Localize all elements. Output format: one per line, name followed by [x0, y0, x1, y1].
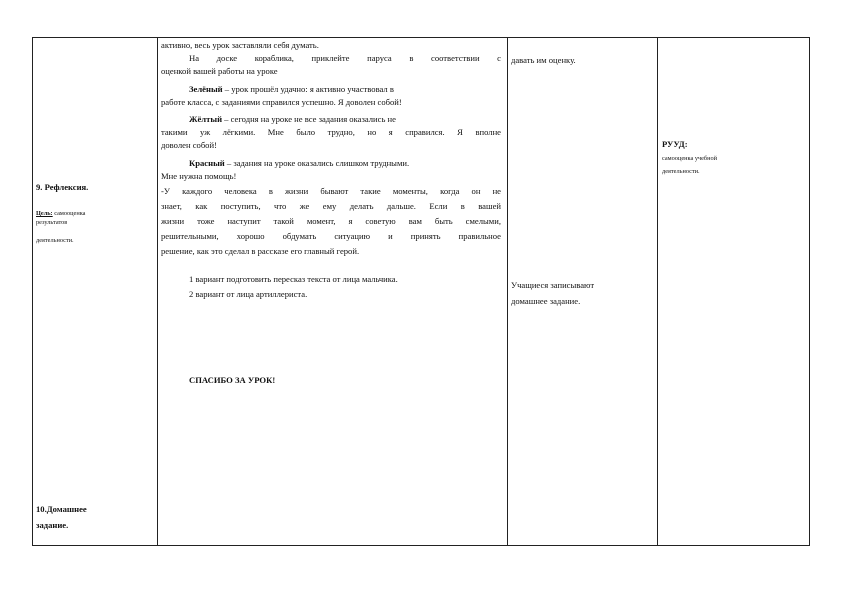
text-line: домашнее задание.	[511, 296, 581, 306]
homework-variant-2: 2 вариант от лица артиллериста.	[189, 289, 308, 299]
teacher-activity-column	[158, 38, 507, 545]
goal-label: Цель:	[36, 210, 53, 217]
ruud-text: самооценка учебной	[662, 155, 718, 162]
text-line: доволен собой!	[161, 140, 217, 150]
yellow-criterion: Жёлтый – сегодня на уроке не все задания оказались не	[189, 114, 396, 124]
text-line: решительными, хорошо обдумать ситуацию и принять правильное	[161, 231, 501, 241]
green-label: Зелёный	[189, 84, 223, 94]
stage-9-goal	[36, 209, 85, 218]
green-criterion: Зелёный – урок прошёл удачно: я активно участвовал в	[189, 84, 394, 94]
text-line: -У каждого человека в жизни бывают такие моменты, когда он не	[161, 186, 501, 196]
text-line: жизни тоже наступит такой момент, я советую вам быть смелыми,	[161, 216, 501, 226]
goal-text: результатов	[36, 219, 68, 226]
thanks-text: СПАСИБО ЗА УРОК!	[189, 375, 276, 385]
student-activity-column	[508, 38, 657, 545]
text-line: решение, как это сделал в рассказе его главный герой.	[161, 246, 360, 256]
stage-10-title: 10.Домашнее	[36, 504, 87, 514]
lesson-plan-table	[32, 37, 810, 546]
ruud-label: РУУД:	[662, 139, 688, 149]
text-line: Учащиеся записывают	[511, 280, 595, 290]
text-line: работе класса, с заданиями справился успешно. Я доволен собой!	[161, 97, 402, 107]
text-line: давать им оценку.	[511, 55, 576, 65]
yellow-label: Жёлтый	[189, 114, 223, 124]
stage-column	[33, 38, 157, 545]
red-label: Красный	[189, 158, 225, 168]
text-line: Мне нужна помощь!	[161, 171, 237, 181]
stage-10-title: задание.	[36, 520, 69, 530]
text-line: На доске кораблика, приклейте паруса в соответствии с	[189, 53, 501, 63]
goal-text: деятельности.	[36, 237, 74, 244]
goal-text: самооценка	[54, 210, 86, 217]
uud-column	[658, 38, 809, 545]
text-line: активно, весь урок заставляли себя думать.	[161, 40, 319, 50]
text-line: оценкой вашей работы на уроке	[161, 66, 278, 76]
homework-variant-1: 1 вариант подготовить пересказ текста от лица мальчика.	[189, 274, 398, 284]
text-line: знает, как поступить, что же ему делать дальше. Если в вашей	[161, 201, 501, 211]
stage-9-title: 9. Рефлексия.	[36, 182, 89, 192]
ruud-text: деятельности.	[662, 168, 700, 175]
red-criterion: Красный – задания на уроке оказались слишком трудными.	[189, 158, 410, 168]
text-line: такими уж лёгкими. Мне было трудно, но я справился. Я вполне	[161, 127, 501, 137]
